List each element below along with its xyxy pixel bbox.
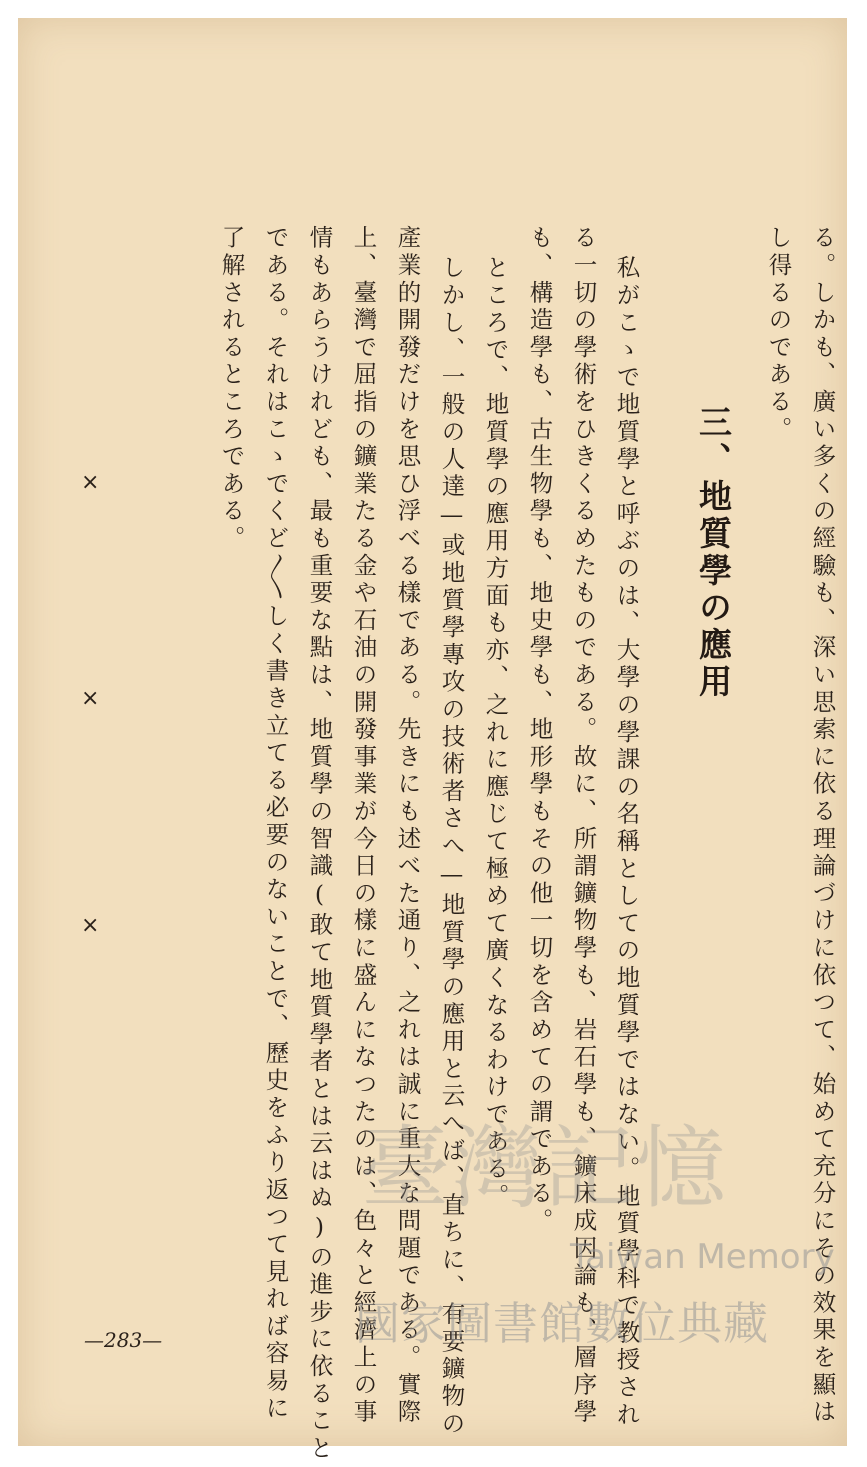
- separator-mark: ×: [81, 913, 100, 938]
- separator-mark: ×: [81, 470, 100, 495]
- watermark-sub: 國家圖書館數位典藏: [355, 1297, 770, 1350]
- text-column: ところで、地質學の應用方面も亦、之れに應じて極めて廣くなるわけである。: [481, 255, 510, 1211]
- watermark-main: 臺灣記憶: [360, 1116, 728, 1221]
- text-column: も、構造學も、古生物學も、地史學も、地形學もその他一切を含めての謂である。: [525, 225, 554, 1236]
- text-column: 產業的開發だけを思ひ浮べる樣である。先きにも述べた通り、之れは誠に重大な問題である。實際: [393, 225, 422, 1427]
- section-heading: 三、地質學の應用: [694, 405, 733, 701]
- text-column: 私がこゝで地質學と呼ぶのは、大學の學課の名稱としての地質學ではない。地質學科で教授され: [612, 255, 641, 1429]
- page-number: —283—: [84, 1328, 163, 1352]
- text-column: 情もあらうけれども、最も重要な點は、地質學の智識(敢て地質學者とは云はぬ)の進步に依ること: [305, 225, 334, 1463]
- text-column: である。それはこゝでくど〳〵しく書き立てる必要のないことで、歷史をふり返つて見れば容易に: [261, 225, 290, 1423]
- text-column: し得るのである。: [764, 225, 793, 444]
- text-column: る一切の學術をひきくるめたものである。故に、所謂鑛物學も、岩石學も、鑛床成因論も、層序學: [569, 225, 598, 1427]
- watermark-english: Taiwan Memory: [570, 1237, 835, 1277]
- text-column: 上、臺灣で屈指の鑛業たる金や石油の開發事業が今日の樣に盛んになつたのは、色々と經濟上の事: [349, 225, 378, 1427]
- book-page: [18, 18, 847, 1463]
- text-column: しかし、一般の人達—或地質學專攻の技術者さへ—地質學の應用と云へば、直ちに、有要鑛物の: [437, 255, 466, 1438]
- text-column: 了解されるところである。: [217, 225, 246, 553]
- text-column: る。しかも、廣い多くの經驗も、深い思索に依る理論づけに依つて、始めて充分にその效果を顯は: [808, 225, 837, 1427]
- separator-mark: ×: [81, 686, 100, 711]
